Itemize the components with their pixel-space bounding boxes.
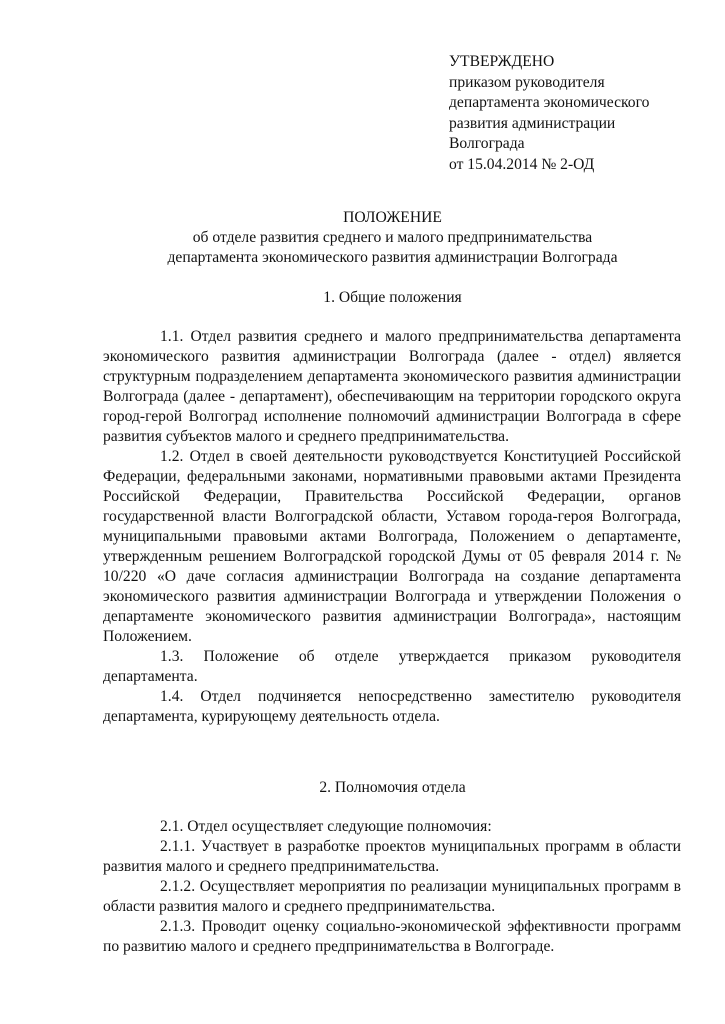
section-title-powers: 2. Полномочия отдела — [319, 779, 466, 796]
approval-line: Волгограда — [449, 135, 525, 152]
section-general-body — [103, 327, 681, 727]
approval-date: от 15.04.2014 № 2-ОД — [449, 155, 595, 173]
approval-line: департамента экономического — [449, 94, 650, 111]
paragraph-1-4: 1.4. Отдел подчиняется непосредственно заместителю руководителя департамента, курирующему деятельность отдела. — [103, 688, 681, 725]
section-powers-body — [103, 817, 681, 957]
approval-title: УТВЕРЖДЕНО — [449, 53, 555, 70]
paragraph-1-2: 1.2. Отдел в своей деятельности руководствуется Конституцией Российской Федерации, федеральными законами, нормативными правовыми актами Президента Российской Федерации, Правительства Российской Федерации, органов государственной власти Волгоградской области, Уставом города-героя Волгограда, муниципальными правовыми актами Волгограда, Положением о департаменте, утвержденным решением Волгоградской городской Думы от 05 февраля 2014 г. № 10/220 «О даче согласия администрации Волгограда на создание департамента экономического развития администрации Волгограда и утверждении Положения о департаменте экономического развития администрации Волгограда», настоящим Положением. — [103, 448, 681, 645]
paragraph-1-3: 1.3. Положение об отделе утверждается приказом руководителя департамента. — [103, 648, 681, 685]
document-subtitle: об отделе развития среднего и малого предпринимательства — [192, 229, 593, 246]
approval-line: развития администрации — [449, 114, 616, 132]
section-title-general: 1. Общие положения — [323, 289, 462, 306]
approval-line: приказом руководителя — [449, 73, 605, 91]
approval-stamp — [449, 52, 649, 175]
document-heading — [0, 208, 725, 268]
document-title: ПОЛОЖЕНИЕ — [343, 209, 442, 226]
paragraph-1-1: 1.1. Отдел развития среднего и малого предпринимательства департамента экономического развития администрации Волгограда (далее - отдел) является структурным подразделением департамента экономического развития администрации Волгограда (далее - департамент), обеспечивающим на территории городского округа город-герой Волгоград исполнение полномочий администрации Волгограда в сфере развития субъектов малого и среднего предпринимательства. — [103, 328, 681, 445]
paragraph-2-1-2: 2.1.2. Осуществляет мероприятия по реализации муниципальных программ в области развития малого и среднего предпринимательства. — [103, 878, 681, 915]
document-subtitle: департамента экономического развития администрации Волгограда — [167, 249, 618, 266]
paragraph-2-1: 2.1. Отдел осуществляет следующие полномочия: — [160, 818, 492, 835]
paragraph-2-1-3: 2.1.3. Проводит оценку социально-экономической эффективности программ по развитию малого и среднего предпринимательства в Волгограде. — [103, 918, 681, 955]
paragraph-2-1-1: 2.1.1. Участвует в разработке проектов муниципальных программ в области развития малого и среднего предпринимательства. — [103, 838, 681, 875]
